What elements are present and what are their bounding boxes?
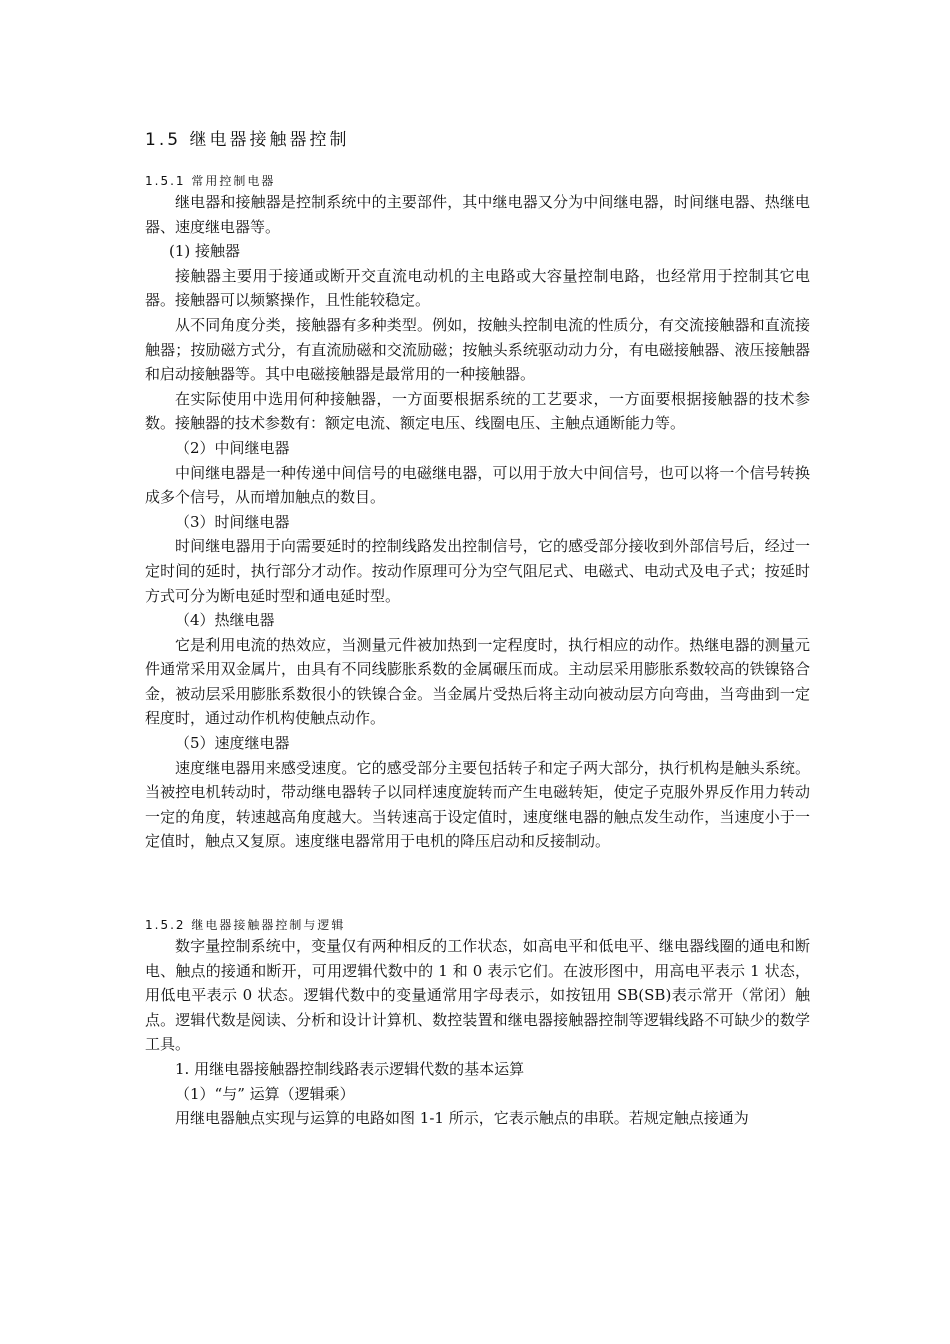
item-heading: （3）时间继电器 xyxy=(175,512,290,531)
subsection-title-1: 1.5.1 常用控制电器 xyxy=(145,174,276,188)
subsection-body-1 xyxy=(145,190,810,854)
paragraph: 继电器和接触器是控制系统中的主要部件，其中继电器又分为中间继电器，时间继电器、热继电器、速度继电器等。 xyxy=(145,193,810,236)
item-heading: （1）“与” 运算（逻辑乘） xyxy=(175,1084,355,1103)
item-heading: （4）热继电器 xyxy=(175,611,275,630)
paragraph: 接触器主要用于接通或断开交直流电动机的主电路或大容量控制电路，也经常用于控制其它电器。接触器可以频繁操作，且性能较稳定。 xyxy=(145,266,810,310)
paragraph: 时间继电器用于向需要延时的控制线路发出控制信号，它的感受部分接收到外部信号后，经过一定时间的延时，执行部分才动作。按动作原理可分为空气阻尼式、电磁式、电动式及电子式；按延时方式可分为断电延时型和通电延时型。 xyxy=(145,537,810,605)
paragraph: 在实际使用中选用何种接触器，一方面要根据系统的工艺要求，一方面要根据接触器的技术参数。接触器的技术参数有：额定电流、额定电压、线圈电压、主触点通断能力等。 xyxy=(145,389,810,433)
item-heading: (1) 接触器 xyxy=(169,242,241,261)
item-heading: （5）速度继电器 xyxy=(175,734,290,753)
paragraph: 中间继电器是一种传递中间信号的电磁继电器，可以用于放大中间信号，也可以将一个信号转换成多个信号，从而增加触点的数目。 xyxy=(145,463,810,507)
item-heading: （2）中间继电器 xyxy=(175,438,290,457)
item-heading: 1. 用继电器接触器控制线路表示逻辑代数的基本运算 xyxy=(175,1059,525,1078)
paragraph: 从不同角度分类，接触器有多种类型。例如，按触头控制电流的性质分，有交流接触器和直流接触器；按励磁方式分，有直流励磁和交流励磁；按触头系统驱动动力分，有电磁接触器、液压接触器和启动接触器等。其中电磁接触器是最常用的一种接触器。 xyxy=(145,315,810,384)
section-title: 1.5 继电器接触器控制 xyxy=(145,130,350,150)
subsection-body-2 xyxy=(145,934,810,1131)
paragraph: 速度继电器用来感受速度。它的感受部分主要包括转子和定子两大部分，执行机构是触头系统。当被控电机转动时，带动继电器转子以同样速度旋转而产生电磁转矩，使定子克服外界反作用力转动一定的角度，转速越高角度越大。当转速高于设定值时，速度继电器的触点发生动作，当速度小于一定值时，触点又复原。速度继电器常用于电机的降压启动和反接制动。 xyxy=(145,758,810,851)
paragraph: 数字量控制系统中，变量仅有两种相反的工作状态，如高电平和低电平、继电器线圈的通电和断电、触点的接通和断开，可用逻辑代数中的 1 和 0 表示它们。在波形图中，用高电平表示 1 状态，用低电平表示 0 状态。逻辑代数中的变量通常用字母表示，如按钮用 SB(SB)表示常开（常闭）触点。逻辑代数是阅读、分析和设计计算机、数控装置和继电器接触器控制等逻辑线路不可缺少的数学工具。 xyxy=(145,937,810,1054)
subsection-title-2: 1.5.2 继电器接触器控制与逻辑 xyxy=(145,918,346,932)
paragraph: 它是利用电流的热效应，当测量元件被加热到一定程度时，执行相应的动作。热继电器的测量元件通常采用双金属片，由具有不同线膨胀系数的金属碾压而成。主动层采用膨胀系数较高的铁镍铬合金，被动层采用膨胀系数很小的铁镍合金。当金属片受热后将主动向被动层方向弯曲，当弯曲到一定程度时，通过动作机构使触点动作。 xyxy=(145,635,810,728)
paragraph: 用继电器触点实现与运算的电路如图 1-1 所示，它表示触点的串联。若规定触点接通为 xyxy=(175,1109,749,1128)
